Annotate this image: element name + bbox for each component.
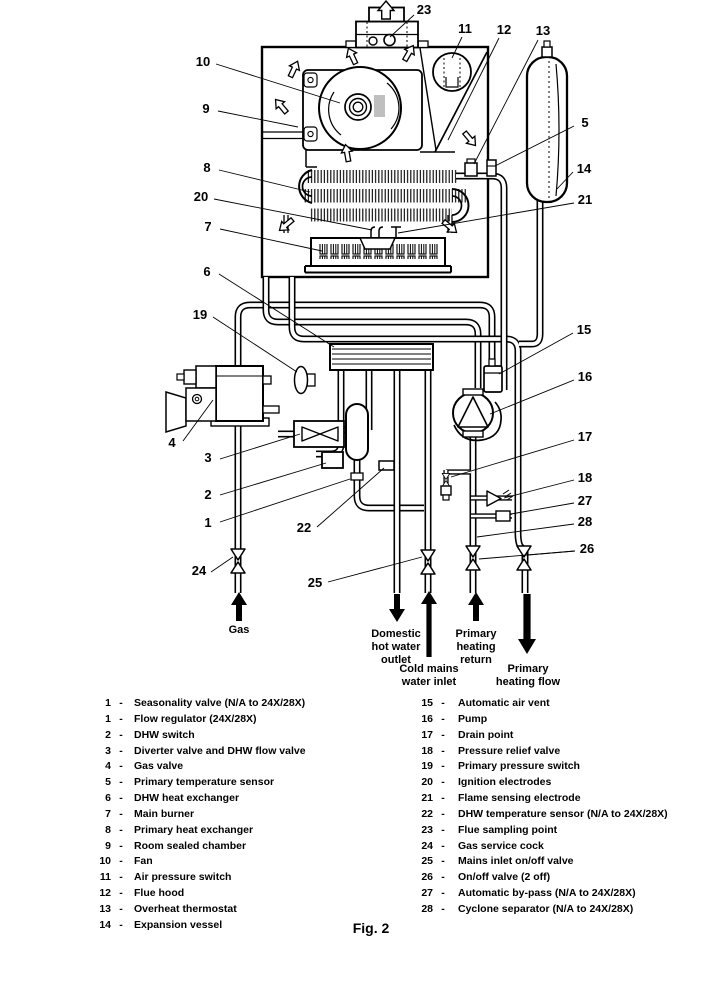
legend-row-17	[419, 728, 668, 744]
legend-row-3	[95, 744, 306, 760]
legend-num: 16	[421, 712, 433, 725]
legend-num: 13	[99, 902, 111, 915]
callout-number-1: 1	[204, 515, 212, 530]
legend-row-5	[95, 775, 306, 791]
legend-sep: -	[119, 918, 123, 931]
callout-number-8: 8	[203, 160, 211, 175]
legend-label: Expansion vessel	[134, 918, 223, 931]
legend-num: 12	[99, 887, 111, 900]
primary-temperature-sensor	[487, 160, 496, 176]
callout-number-22: 22	[296, 520, 312, 535]
legend-row-28	[419, 902, 668, 918]
legend-label: DHW switch	[134, 728, 195, 741]
legend-row-22	[419, 807, 668, 823]
callout-number-23: 23	[416, 2, 432, 17]
callout-number-14: 14	[576, 161, 592, 176]
legend-num: 6	[105, 792, 111, 805]
legend-num: 10	[99, 855, 111, 868]
diverter-valve	[294, 421, 344, 447]
legend-num: 9	[105, 839, 111, 852]
callout-leader-line	[211, 557, 233, 572]
legend-row-20	[419, 775, 668, 791]
callout-number-26: 26	[579, 541, 595, 556]
legend-label: Primary heat exchanger	[134, 823, 254, 836]
dhw-outlet-arrow-icon	[389, 594, 405, 622]
ch-return-arrow-icon	[468, 592, 484, 621]
legend-row-1	[95, 712, 306, 728]
legend-row-7	[95, 807, 306, 823]
callout-number-21: 21	[577, 192, 593, 207]
legend-num: 7	[105, 807, 111, 820]
dhw-outlet-label: Domestic hot water outlet	[371, 628, 421, 666]
legend-num: 26	[421, 871, 433, 884]
legend-label: Ignition electrodes	[458, 776, 552, 789]
legend-label: Overheat thermostat	[134, 902, 237, 915]
legend-num: 15	[421, 697, 433, 709]
callout-number-20: 20	[193, 189, 209, 204]
legend-label: Gas service cock	[458, 839, 544, 852]
air-pressure-switch	[433, 53, 471, 91]
legend-column-left	[95, 696, 306, 934]
legend-label: Diverter valve and DHW flow valve	[134, 744, 306, 757]
legend-row-27	[419, 886, 668, 902]
legend-sep: -	[119, 807, 123, 820]
legend-num: 28	[421, 902, 433, 915]
legend-row-23	[419, 823, 668, 839]
legend-sep: -	[119, 902, 123, 915]
callout-number-2: 2	[204, 487, 212, 502]
legend-sep: -	[119, 712, 123, 725]
legend-sep: -	[441, 776, 445, 789]
legend-sep: -	[119, 744, 123, 757]
callout-number-16: 16	[577, 369, 593, 384]
legend-row-6	[95, 791, 306, 807]
gas-label: Gas	[228, 624, 250, 636]
legend-num: 18	[421, 744, 433, 757]
callout-number-24: 24	[191, 563, 207, 578]
legend-num: 1	[105, 697, 111, 709]
legend-sep: -	[119, 887, 123, 900]
legend-num: 14	[99, 918, 111, 931]
legend-label: Fan	[134, 855, 153, 868]
dhw-temperature-sensor	[379, 461, 394, 470]
fan	[303, 67, 422, 150]
legend-label: Pump	[458, 712, 488, 725]
legend-label: On/off valve (2 off)	[458, 871, 551, 884]
valves	[231, 546, 531, 574]
legend-sep: -	[119, 871, 123, 884]
legend-sep: -	[441, 744, 445, 757]
legend-row-21	[419, 791, 668, 807]
callout-number-7: 7	[204, 219, 212, 234]
ch-return-label: Primary heating return	[455, 628, 497, 666]
legend-label: Pressure relief valve	[458, 744, 561, 757]
pump	[453, 389, 501, 440]
legend-row-11	[95, 870, 306, 886]
legend-num: 1	[105, 712, 111, 725]
callout-leader-line	[220, 434, 300, 459]
callout-number-6: 6	[203, 264, 211, 279]
callout-number-13: 13	[535, 23, 551, 38]
legend-label: Gas valve	[134, 760, 184, 773]
legend-label: Automatic air vent	[458, 697, 550, 709]
callout-number-15: 15	[576, 322, 592, 337]
legend-label: Primary pressure switch	[458, 760, 580, 773]
legend-label: Seasonality valve (N/A to 24X/28X)	[134, 697, 306, 709]
flow-arrows-and-labels	[229, 591, 561, 688]
legend-sep: -	[441, 792, 445, 805]
legend-label: Automatic by-pass (N/A to 24X/28X)	[458, 887, 636, 900]
cold-mains-label: Cold mains water inlet	[399, 663, 459, 688]
legend-row-13	[95, 902, 306, 918]
dhw-switch	[322, 452, 343, 468]
legend-sep: -	[441, 855, 445, 868]
legend-label: DHW heat exchanger	[134, 792, 240, 805]
callout-number-17: 17	[577, 429, 593, 444]
legend-num: 8	[105, 823, 111, 836]
callout-number-11: 11	[458, 21, 472, 36]
figure-caption: Fig. 2	[352, 920, 390, 936]
legend-row-10	[95, 854, 306, 870]
legend-sep: -	[441, 712, 445, 725]
legend-row-15	[419, 696, 668, 712]
legend-sep: -	[119, 776, 123, 789]
legend-sep: -	[119, 792, 123, 805]
ch-flow-label: Primary heating flow	[495, 663, 561, 688]
legend-sep: -	[119, 839, 123, 852]
legend-num: 3	[105, 744, 111, 757]
callout-number-18: 18	[577, 470, 593, 485]
legend-label: Drain point	[458, 728, 514, 741]
legend-num: 17	[421, 728, 433, 741]
legend-label: Primary temperature sensor	[134, 776, 275, 789]
legend-sep: -	[441, 728, 445, 741]
callout-leader-line	[328, 557, 422, 582]
drain-point	[441, 473, 451, 500]
legend-num: 4	[105, 760, 111, 773]
callout-number-4: 4	[168, 435, 176, 450]
legend-row-1	[95, 696, 306, 712]
legend-label: Flue hood	[134, 887, 185, 900]
legend-row-12	[95, 886, 306, 902]
legend-num: 21	[421, 792, 433, 805]
callout-number-12: 12	[496, 22, 512, 37]
legend-row-19	[419, 759, 668, 775]
legend-row-14	[95, 918, 306, 934]
flue-sampling-point	[346, 1, 428, 48]
callout-number-19: 19	[192, 307, 208, 322]
legend-sep: -	[119, 855, 123, 868]
legend-label: Flow regulator (24X/28X)	[134, 712, 257, 725]
callout-leader-line	[451, 440, 574, 477]
legend-sep: -	[119, 697, 123, 709]
legend-num: 22	[421, 807, 433, 820]
legend-label: DHW temperature sensor (N/A to 24X/28X)	[458, 807, 668, 820]
legend-label: Mains inlet on/off valve	[458, 855, 574, 868]
gas-valve	[166, 366, 279, 432]
legend-sep: -	[441, 902, 445, 915]
legend-sep: -	[441, 823, 445, 836]
pressure-relief-valve	[487, 490, 513, 506]
legend-num: 11	[99, 871, 111, 884]
legend-num: 5	[105, 776, 111, 789]
legend-label: Room sealed chamber	[134, 839, 247, 852]
legend-sep: -	[441, 760, 445, 773]
automatic-air-vent	[484, 359, 502, 392]
legend-num: 23	[421, 823, 433, 836]
callout-number-5: 5	[581, 115, 589, 130]
legend-row-9	[95, 839, 306, 855]
fan-shade	[374, 95, 385, 117]
legend-row-2	[95, 728, 306, 744]
legend-label: Flame sensing electrode	[458, 792, 581, 805]
callout-leader-line	[528, 551, 575, 555]
pipe	[519, 198, 540, 344]
callout-leader-line	[477, 524, 574, 537]
ch-flow-arrow-icon	[518, 594, 536, 654]
legend-num: 24	[421, 839, 433, 852]
legend-sep: -	[441, 839, 445, 852]
automatic-by-pass	[496, 511, 510, 521]
legend-num: 19	[421, 760, 433, 773]
legend-sep: -	[119, 760, 123, 773]
dhw-heat-exchanger	[330, 344, 433, 370]
legend-label: Flue sampling point	[458, 823, 558, 836]
legend-sep: -	[441, 807, 445, 820]
legend-column-right	[419, 696, 668, 918]
legend-sep: -	[441, 871, 445, 884]
legend-row-16	[419, 712, 668, 728]
callout-number-25: 25	[307, 575, 323, 590]
legend-sep: -	[441, 887, 445, 900]
legend-row-4	[95, 759, 306, 775]
legend-row-8	[95, 823, 306, 839]
legend-num: 27	[421, 887, 433, 900]
legend-num: 20	[421, 776, 433, 789]
legend-row-18	[419, 744, 668, 760]
callout-number-10: 10	[195, 54, 211, 69]
legend-row-25	[419, 854, 668, 870]
cold-mains-arrow-icon	[421, 591, 437, 657]
callout-number-9: 9	[202, 101, 210, 116]
legend-row-26	[419, 870, 668, 886]
legend-num: 2	[105, 728, 111, 741]
legend-sep: -	[119, 823, 123, 836]
legend-label: Air pressure switch	[134, 871, 232, 884]
legend-num: 25	[421, 855, 433, 868]
legend-sep: -	[119, 728, 123, 741]
callout-number-28: 28	[577, 514, 593, 529]
primary-pressure-switch	[295, 367, 316, 394]
expansion-vessel	[527, 41, 567, 202]
legend-row-24	[419, 839, 668, 855]
legend-label: Cyclone separator (N/A to 24X/28X)	[458, 902, 634, 915]
callout-number-3: 3	[204, 450, 212, 465]
legend-label: Main burner	[134, 807, 195, 820]
gas-arrow-icon	[231, 592, 247, 621]
legend-sep: -	[441, 697, 445, 709]
callout-number-27: 27	[577, 493, 593, 508]
